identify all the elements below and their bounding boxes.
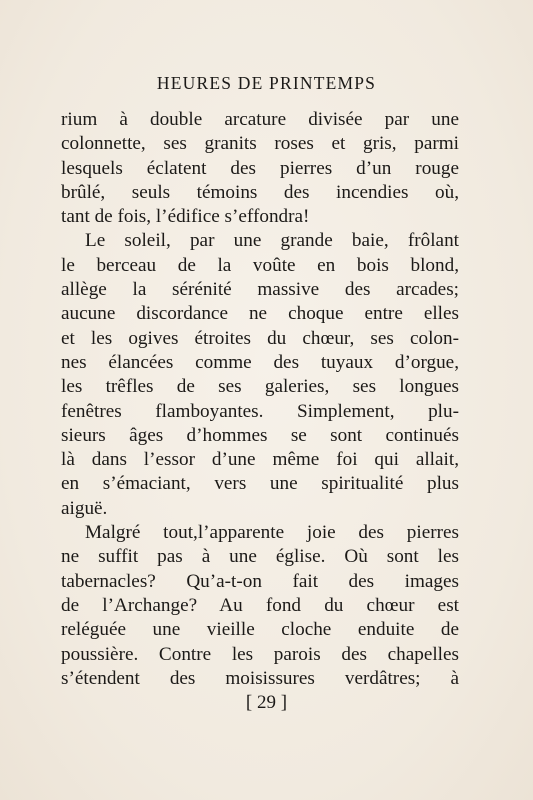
text-line: lesquels éclatent des pierres d’un rouge — [61, 157, 459, 179]
text-line: de l’Archange? Au fond du chœur est — [61, 594, 459, 616]
text-line: en s’émaciant, vers une spiritualité plus — [61, 473, 459, 495]
text-line: reléguée une vieille cloche enduite de — [61, 619, 459, 641]
text-line: et les ogives étroites du chœur, ses colon- — [61, 327, 459, 349]
text-line: tabernacles? Qu’a-t-on fait des images — [61, 570, 459, 592]
text-line: tant de fois, l’édifice s’effondra! — [61, 206, 310, 228]
text-line: aiguë. — [61, 497, 108, 519]
text-line: les trêfles de ses galeries, ses longues — [61, 376, 459, 398]
text-line: sieurs âges d’hommes se sont continués — [61, 424, 459, 446]
text-line: là dans l’essor d’une même foi qui allait, — [61, 449, 459, 471]
text-line: Le soleil, par une grande baie, frôlant — [85, 230, 459, 252]
body-text — [61, 108, 459, 691]
text-line: poussière. Contre les parois des chapelles — [61, 643, 459, 665]
text-line: fenêtres flamboyantes. Simplement, plu- — [61, 400, 459, 422]
text-line: s’étendent des moisissures verdâtres; à — [61, 667, 459, 689]
text-line: brûlé, seuls témoins des incendies où, — [61, 181, 459, 203]
text-line: Malgré tout,l’apparente joie des pierres — [85, 522, 459, 544]
text-line: le berceau de la voûte en bois blond, — [61, 254, 459, 276]
page-number: [ 29 ] — [245, 692, 288, 713]
text-line: nes élancées comme des tuyaux d’orgue, — [61, 351, 459, 373]
text-line: colonnette, ses granits roses et gris, parmi — [61, 133, 459, 155]
running-head: HEURES DE PRINTEMPS — [156, 73, 377, 93]
text-line: ne suffit pas à une église. Où sont les — [61, 546, 459, 568]
text-line: allège la sérénité massive des arcades; — [61, 279, 459, 301]
text-line: aucune discordance ne choque entre elles — [61, 303, 459, 325]
text-line: rium à double arcature divisée par une — [61, 109, 459, 130]
